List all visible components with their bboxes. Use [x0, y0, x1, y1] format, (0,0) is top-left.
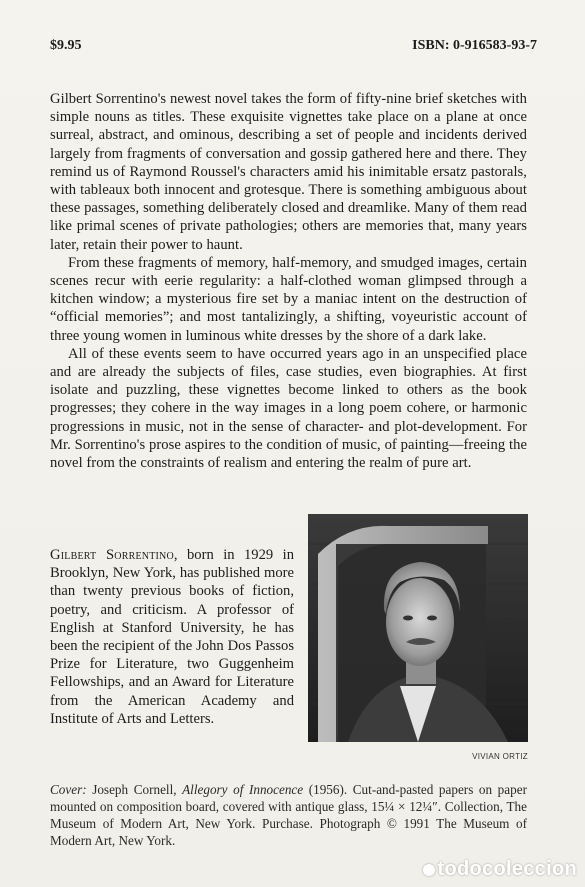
- author-photo: [308, 514, 528, 742]
- author-bio-text: , born in 1929 in Brooklyn, New York, has published more than twenty previous books of fiction, poetry, and criticism. A professor of English at Stanford University, he has been the recipient of the John Dos Passos Prize for Literature, two Guggenheim Fellowships, and an Award for Literature from the American Academy and Institute of Arts and Letters.: [50, 547, 294, 727]
- description-paragraph-3: All of these events seem to have occurred years ago in an unspecified place and are already the subjects of files, case studies, even biographies. At first isolate and puzzling, these vignettes become linked to others as the book progresses; they cohere in the way images in a long poem cohere, or harmonic progressions in music, not in the sense of character- and plot-development. For Mr. Sorrentino's prose aspires to the condition of music, of painting—freeing the novel from the constraints of realism and entering the realm of pure art.: [50, 345, 527, 472]
- watermark: [423, 858, 577, 881]
- book-description: [50, 90, 527, 472]
- cover-note-title: Allegory of Innocence: [182, 782, 304, 797]
- cover-note-details: (1956). Cut-and-pasted papers on paper mounted on composition board, covered with antique glass, 15¼ × 12¼″. Collection, The Museum of Modern Art, New York. Purchase. Photograph © 1991 The Museum of Modern Art, New York.: [50, 782, 527, 848]
- cover-note-artist: Joseph Cornell,: [86, 782, 183, 797]
- watermark-logo-icon: [423, 864, 435, 876]
- description-paragraph-1: Gilbert Sorrentino's newest novel takes the form of fifty-nine brief sketches with simple nouns as titles. These exquisite vignettes take place on a plane at once surreal, abstract, and ominous, describing a set of people and incidents derived largely from fragments of conversation and gossip gathered here and there. They remind us of Raymond Roussel's characters amid his inimitable ersatz pastorals, with tableaux both innocent and grotesque. There is something ambiguous about these passages, something deliberately closed and dreamlike. Many of them read like primal scenes of private pathologies; others are memories that, many years later, retain their power to haunt.: [50, 91, 527, 253]
- author-portrait-image: [308, 514, 528, 742]
- watermark-text: todocoleccion: [437, 858, 577, 880]
- author-bio: [50, 546, 294, 728]
- author-name: Gilbert Sorrentino: [50, 547, 174, 563]
- cover-note-label: Cover:: [50, 782, 87, 797]
- photo-credit: VIVIAN ORTIZ: [472, 752, 528, 761]
- header-row: [50, 38, 537, 54]
- description-paragraph-2: From these fragments of memory, half-memory, and smudged images, certain scenes recur with eerie regularity: a half-clothed woman glimpsed through a kitchen window; a mysterious fire set by a maniac intent on the destruction of “official memories”; and most tantalizingly, a shifting, voyeuristic account of three young women in luminous white dresses by the shore of a dark lake.: [50, 254, 527, 344]
- isbn-label: ISBN: 0-916583-93-7: [412, 38, 537, 53]
- cover-art-note: [50, 781, 527, 849]
- price-label: $9.95: [50, 38, 82, 53]
